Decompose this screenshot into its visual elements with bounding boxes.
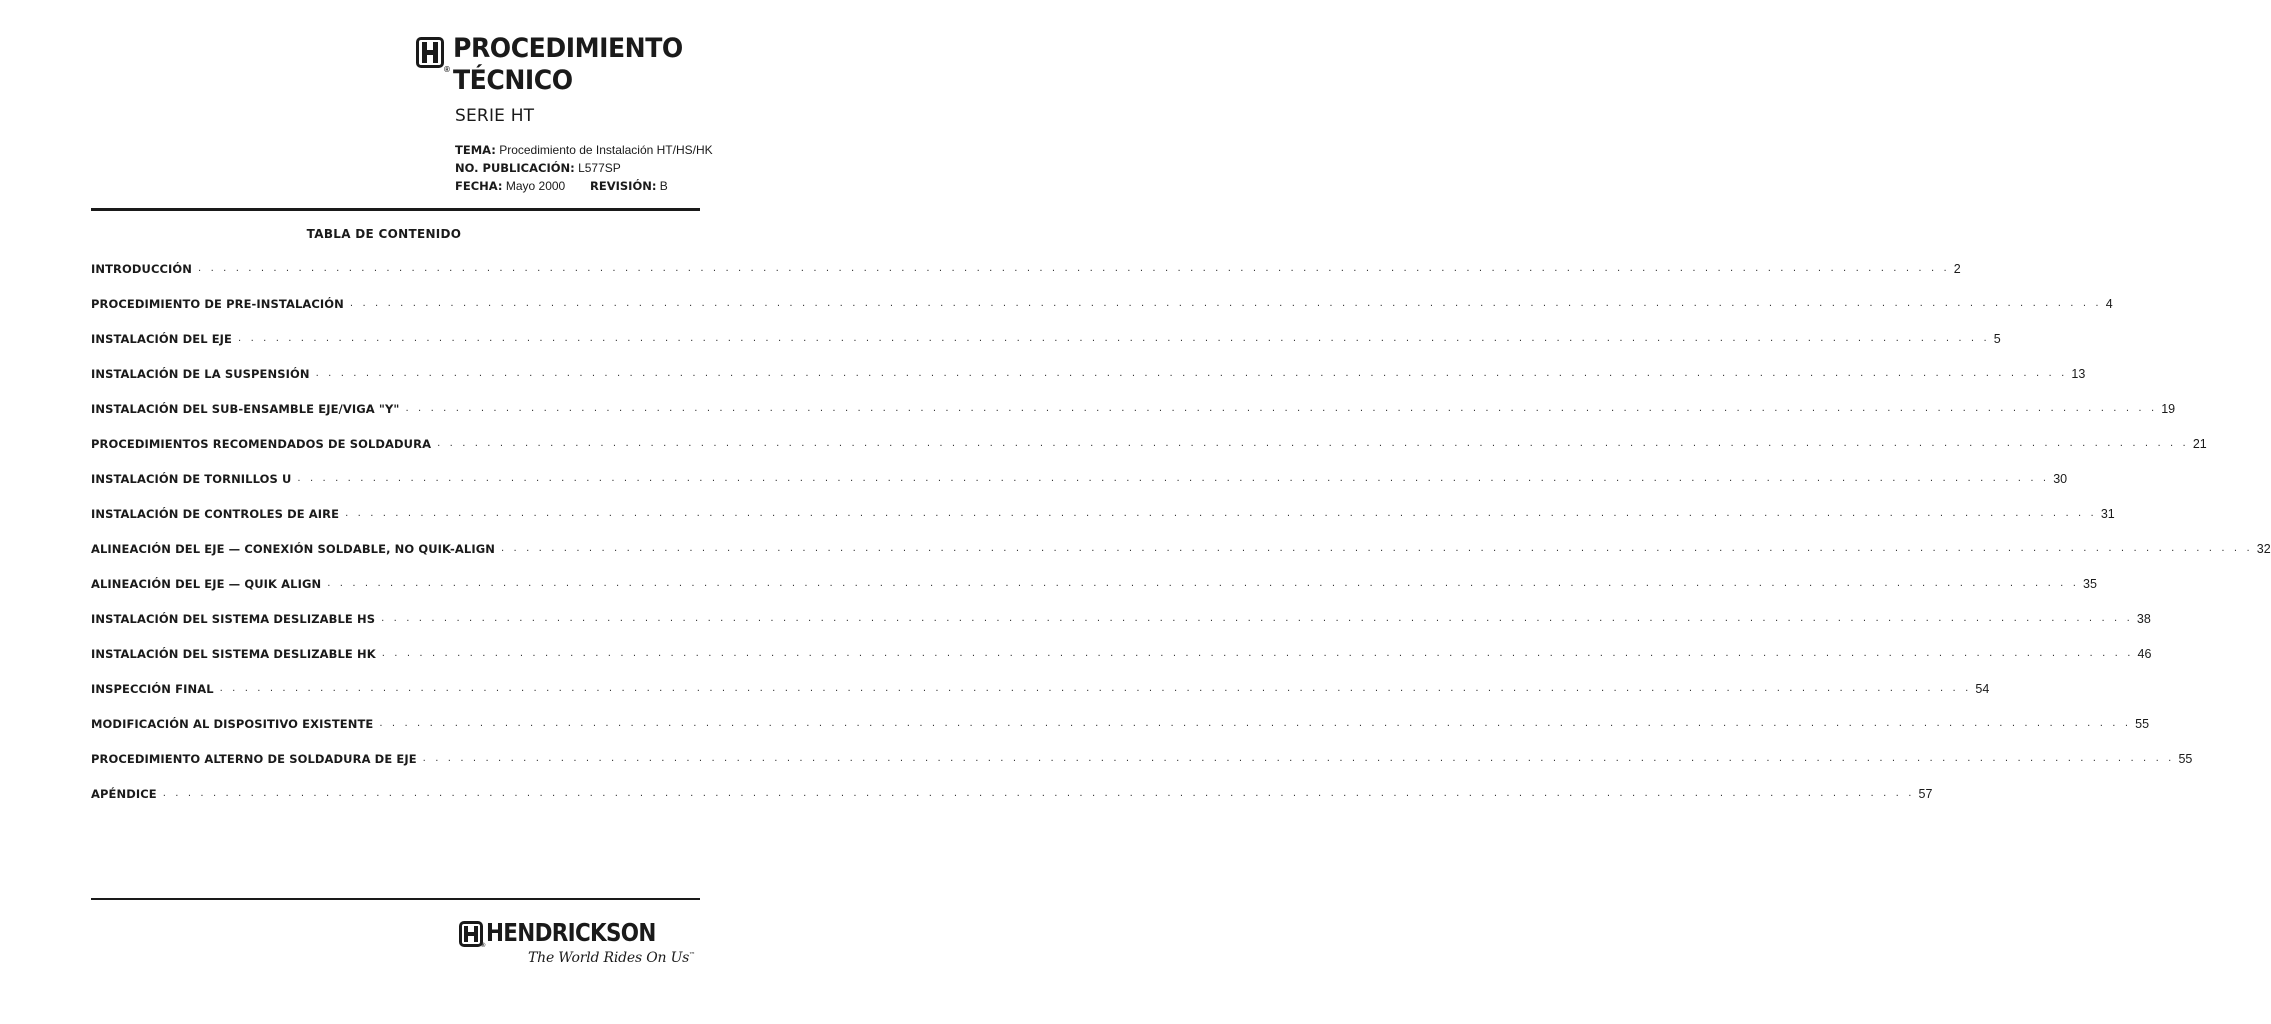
toc-dot-leader: . . . . . . . . . . . . . . . . . . . . . . . . . . . . . . . . . . . . . . . . . . . . . . . . . . . . . . . . . . . . . . . . . . . . . . . . . . . . . . . . . . . . . . . . . . . . . . . . . . . . . . . . . . . . . . . . . . . . . . . . . . . . . . . . . . . . . . . . . . . .: [219, 683, 1972, 694]
toc-dot-leader: . . . . . . . . . . . . . . . . . . . . . . . . . . . . . . . . . . . . . . . . . . . . . . . . . . . . . . . . . . . . . . . . . . . . . . . . . . . . . . . . . . . . . . . . . . . . . . . . . . . . . . . . . . . . . . . . . . . . . . . . . . . . . . . . . . . . . . . . . . . .: [405, 403, 2158, 414]
toc-entry-label: APÉNDICE: [91, 787, 157, 801]
toc-entry-page: 54: [1975, 682, 1990, 696]
toc-entry-page: 5: [1993, 332, 2001, 346]
document-title-line1: PROCEDIMIENTO: [453, 33, 683, 64]
toc-entry-page: 19: [2161, 402, 2176, 416]
toc-entry-label: INSTALACIÓN DE LA SUSPENSIÓN: [91, 367, 310, 381]
publicacion-value: L577SP: [578, 161, 621, 175]
toc-entry: [91, 682, 1990, 717]
toc-entry: [91, 752, 2193, 787]
toc-dot-leader: . . . . . . . . . . . . . . . . . . . . . . . . . . . . . . . . . . . . . . . . . . . . . . . . . . . . . . . . . . . . . . . . . . . . . . . . . . . . . . . . . . . . . . . . . . . . . . . . . . . . . . . . . . . . . . . . . . . . . . . . . . . . . . . . . . . . . . . . . . . .: [422, 753, 2175, 764]
toc-entry-label: INSTALACIÓN DE TORNILLOS U: [91, 472, 292, 486]
toc-dot-leader: . . . . . . . . . . . . . . . . . . . . . . . . . . . . . . . . . . . . . . . . . . . . . . . . . . . . . . . . . . . . . . . . . . . . . . . . . . . . . . . . . . . . . . . . . . . . . . . . . . . . . . . . . . . . . . . . . . . . . . . . . . . . . . . . . . . . . . . . . . . .: [381, 613, 2133, 624]
toc-dot-leader: . . . . . . . . . . . . . . . . . . . . . . . . . . . . . . . . . . . . . . . . . . . . . . . . . . . . . . . . . . . . . . . . . . . . . . . . . . . . . . . . . . . . . . . . . . . . . . . . . . . . . . . . . . . . . . . . . . . . . . . . . . . . . . . . . . . . . . . . . . . .: [501, 543, 2253, 554]
toc-dot-leader: . . . . . . . . . . . . . . . . . . . . . . . . . . . . . . . . . . . . . . . . . . . . . . . . . . . . . . . . . . . . . . . . . . . . . . . . . . . . . . . . . . . . . . . . . . . . . . . . . . . . . . . . . . . . . . . . . . . . . . . . . . . . . . . . . . . . . . . . . . . .: [381, 648, 2134, 659]
toc-entry-page: 2: [1953, 262, 1961, 276]
toc-entry-label: INSTALACIÓN DEL SISTEMA DESLIZABLE HK: [91, 647, 376, 661]
document-title-line2: TÉCNICO: [453, 65, 573, 96]
toc-entry: [91, 577, 2097, 612]
trademark-mark: ™: [689, 951, 695, 959]
revision-label: REVISIÓN:: [590, 179, 657, 193]
toc-entry: [91, 647, 2152, 682]
brand-tagline: [528, 950, 695, 966]
toc-dot-leader: . . . . . . . . . . . . . . . . . . . . . . . . . . . . . . . . . . . . . . . . . . . . . . . . . . . . . . . . . . . . . . . . . . . . . . . . . . . . . . . . . . . . . . . . . . . . . . . . . . . . . . . . . . . . . . . . . . . . . . . . . . . . . . . . . . . . . . . . . . . .: [162, 788, 1915, 799]
toc-title: TABLA DE CONTENIDO: [306, 227, 462, 241]
series-name: SERIE HT: [455, 106, 535, 126]
toc-entry-label: PROCEDIMIENTOS RECOMENDADOS DE SOLDADURA: [91, 437, 432, 451]
toc-entry-label: INSTALACIÓN DEL SUB-ENSAMBLE EJE/VIGA "Y": [91, 402, 400, 416]
toc-entry-page: 4: [2105, 297, 2113, 311]
toc-entry-label: PROCEDIMIENTO DE PRE-INSTALACIÓN: [91, 297, 344, 311]
footer-h-logo-icon: [459, 921, 486, 949]
toc-dot-leader: . . . . . . . . . . . . . . . . . . . . . . . . . . . . . . . . . . . . . . . . . . . . . . . . . . . . . . . . . . . . . . . . . . . . . . . . . . . . . . . . . . . . . . . . . . . . . . . . . . . . . . . . . . . . . . . . . . . . . . . . . . . . . . . . . . . . . . . . . . . .: [297, 473, 2050, 484]
toc-entry-page: 31: [2100, 507, 2115, 521]
toc-entry-page: 32: [2256, 542, 2271, 556]
toc-entry-page: 55: [2135, 717, 2150, 731]
revision-row: [590, 179, 668, 193]
revision-value: B: [659, 179, 668, 193]
header-divider: [91, 208, 700, 211]
fecha-label: FECHA:: [455, 179, 503, 193]
toc-entry-page: 57: [1918, 787, 1933, 801]
toc-entry-page: 21: [2192, 437, 2207, 451]
toc-dot-leader: . . . . . . . . . . . . . . . . . . . . . . . . . . . . . . . . . . . . . . . . . . . . . . . . . . . . . . . . . . . . . . . . . . . . . . . . . . . . . . . . . . . . . . . . . . . . . . . . . . . . . . . . . . . . . . . . . . . . . . . . . . . . . . . . . . . . . . . . . . . .: [437, 438, 2189, 449]
toc-entry: [91, 297, 2113, 332]
toc-entry: [91, 507, 2115, 542]
toc-dot-leader: . . . . . . . . . . . . . . . . . . . . . . . . . . . . . . . . . . . . . . . . . . . . . . . . . . . . . . . . . . . . . . . . . . . . . . . . . . . . . . . . . . . . . . . . . . . . . . . . . . . . . . . . . . . . . . . . . . . . . . . . . . . . . . . . . . . . . . . . . . . .: [379, 718, 2132, 729]
fecha-row: [455, 179, 565, 193]
toc-entry-label: PROCEDIMIENTO ALTERNO DE SOLDADURA DE EJE: [91, 752, 417, 766]
footer-registered-mark: ®: [481, 943, 486, 949]
toc-entry-label: INSTALACIÓN DE CONTROLES DE AIRE: [91, 507, 340, 521]
toc-dot-leader: . . . . . . . . . . . . . . . . . . . . . . . . . . . . . . . . . . . . . . . . . . . . . . . . . . . . . . . . . . . . . . . . . . . . . . . . . . . . . . . . . . . . . . . . . . . . . . . . . . . . . . . . . . . . . . . . . . . . . . . . . . . . . . . . . . . . . . . . . . . .: [198, 263, 1950, 274]
toc-entry-page: 46: [2137, 647, 2152, 661]
toc-dot-leader: . . . . . . . . . . . . . . . . . . . . . . . . . . . . . . . . . . . . . . . . . . . . . . . . . . . . . . . . . . . . . . . . . . . . . . . . . . . . . . . . . . . . . . . . . . . . . . . . . . . . . . . . . . . . . . . . . . . . . . . . . . . . . . . . . . . . . . . . . . . .: [315, 368, 2068, 379]
toc-entry-label: ALINEACIÓN DEL EJE — CONEXIÓN SOLDABLE, NO QUIK-ALIGN: [91, 542, 495, 556]
brand-wordmark: HENDRICKSON: [486, 918, 656, 947]
toc-entry: [91, 472, 2068, 507]
registered-mark: ®: [444, 65, 450, 74]
toc-entry-label: MODIFICACIÓN AL DISPOSITIVO EXISTENTE: [91, 717, 374, 731]
tema-row: [455, 143, 713, 157]
tagline-text: The World Rides On Us: [528, 950, 690, 966]
toc-dot-leader: . . . . . . . . . . . . . . . . . . . . . . . . . . . . . . . . . . . . . . . . . . . . . . . . . . . . . . . . . . . . . . . . . . . . . . . . . . . . . . . . . . . . . . . . . . . . . . . . . . . . . . . . . . . . . . . . . . . . . . . . . . . . . . . . . . . . . . . . . . . .: [327, 578, 2079, 589]
footer-divider: [91, 898, 700, 900]
toc-entry: [91, 367, 2086, 402]
toc-entry-label: ALINEACIÓN DEL EJE — QUIK ALIGN: [91, 577, 322, 591]
toc-entry: [91, 787, 1933, 822]
toc-entry: [91, 542, 2271, 577]
toc-dot-leader: . . . . . . . . . . . . . . . . . . . . . . . . . . . . . . . . . . . . . . . . . . . . . . . . . . . . . . . . . . . . . . . . . . . . . . . . . . . . . . . . . . . . . . . . . . . . . . . . . . . . . . . . . . . . . . . . . . . . . . . . . . . . . . . . . . . . . . . . . . . .: [238, 333, 1990, 344]
toc-entry-page: 55: [2178, 752, 2193, 766]
toc-entry-page: 38: [2136, 612, 2151, 626]
toc-entry: [91, 262, 1961, 297]
tema-label: TEMA:: [455, 143, 496, 157]
toc-list: [91, 262, 2271, 822]
toc-entry: [91, 717, 2150, 752]
toc-dot-leader: . . . . . . . . . . . . . . . . . . . . . . . . . . . . . . . . . . . . . . . . . . . . . . . . . . . . . . . . . . . . . . . . . . . . . . . . . . . . . . . . . . . . . . . . . . . . . . . . . . . . . . . . . . . . . . . . . . . . . . . . . . . . . . . . . . . . . . . . . . . .: [345, 508, 2097, 519]
toc-entry-page: 35: [2083, 577, 2097, 591]
toc-entry: [91, 612, 2151, 647]
publicacion-row: [455, 161, 621, 175]
toc-entry-label: INSTALACIÓN DEL SISTEMA DESLIZABLE HS: [91, 612, 376, 626]
publicacion-label: NO. PUBLICACIÓN:: [455, 161, 575, 175]
toc-dot-leader: . . . . . . . . . . . . . . . . . . . . . . . . . . . . . . . . . . . . . . . . . . . . . . . . . . . . . . . . . . . . . . . . . . . . . . . . . . . . . . . . . . . . . . . . . . . . . . . . . . . . . . . . . . . . . . . . . . . . . . . . . . . . . . . . . . . . . . . . . . . .: [349, 298, 2102, 309]
toc-entry-page: 13: [2071, 367, 2086, 381]
toc-entry-label: INTRODUCCIÓN: [91, 262, 193, 276]
fecha-value: Mayo 2000: [505, 179, 566, 193]
hendrickson-h-logo-icon: [416, 37, 444, 68]
tema-value: Procedimiento de Instalación HT/HS/HK: [499, 143, 713, 157]
toc-entry: [91, 402, 2176, 437]
toc-entry-label: INSPECCIÓN FINAL: [91, 682, 214, 696]
toc-entry-page: 30: [2053, 472, 2068, 486]
toc-entry-label: INSTALACIÓN DEL EJE: [91, 332, 233, 346]
toc-entry: [91, 437, 2207, 472]
toc-entry: [91, 332, 2001, 367]
